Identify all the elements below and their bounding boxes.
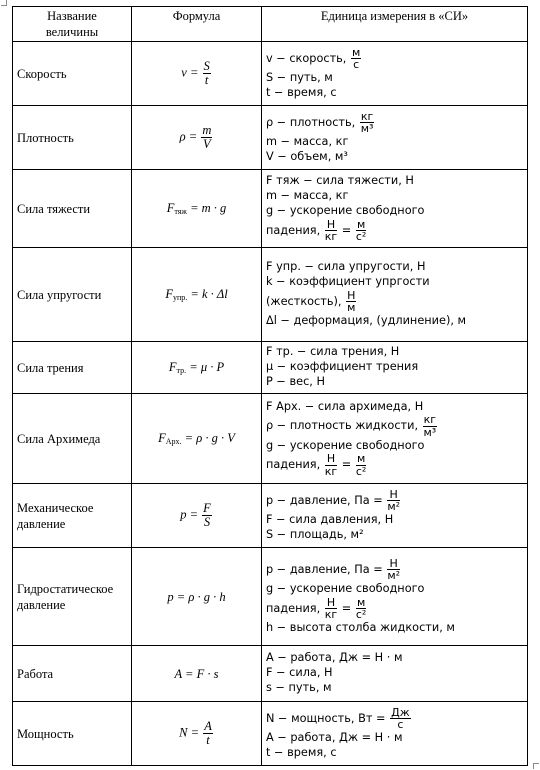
unit-line: g − ускорение свободного — [266, 581, 425, 595]
quantity-name-line: Гидростатическое — [17, 581, 114, 596]
fraction-numerator: м — [352, 45, 361, 59]
formula-rhs: ρ · g · V — [196, 430, 235, 445]
unit-line: t − время, с — [266, 745, 337, 759]
unit-line: F упр. − сила упругости, Н — [266, 260, 426, 274]
formula-lhs: F — [158, 430, 166, 445]
formula-rhs: k · Δl — [201, 286, 228, 301]
fraction-numerator: м — [356, 595, 366, 609]
crop-mark-top-left — [1, 0, 7, 6]
fraction — [203, 720, 213, 747]
header-row — [13, 7, 528, 42]
fraction-numerator: Дж — [391, 705, 410, 719]
unit-line: S − площадь, м² — [266, 527, 364, 541]
fraction-numerator: м — [356, 452, 366, 466]
table-row — [13, 394, 528, 484]
quantity-name — [13, 170, 132, 248]
unit-line: F − сила давления, Н — [266, 512, 394, 526]
unit-description — [262, 702, 528, 766]
header-name — [13, 7, 132, 42]
formula-lhs: p — [167, 589, 174, 604]
quantity-name-line: Работа — [17, 666, 54, 681]
formula-rhs: ρ · g · h — [188, 589, 226, 604]
fraction-numerator: Н — [387, 489, 400, 502]
fraction-denominator: с — [397, 718, 404, 732]
fraction — [390, 707, 411, 731]
unit-line: k − коэффициент упргости — [266, 275, 430, 288]
quantity-name — [13, 42, 132, 106]
fraction-denominator: с — [353, 58, 360, 72]
formula: ρ = $\frac{m}{V}$ — [132, 106, 262, 170]
quantity-name-line: давление — [17, 516, 66, 531]
fraction — [202, 502, 212, 529]
unit-line: μ − коэффициент трения — [266, 360, 419, 374]
unit-line: A − работа, Дж = Н · м — [266, 651, 403, 665]
fraction-denominator: м — [347, 301, 356, 315]
quantity-name-line: Плотность — [17, 130, 74, 145]
fraction-denominator: м² — [387, 500, 401, 514]
unit-line: (жесткость), $\frac{Н}{м}$ — [266, 288, 356, 315]
formula-rhs: μ · P — [200, 359, 225, 374]
formula: $F_{тяж} = m \cdot g$ — [132, 170, 262, 248]
unit-line: падения, $\frac{Н}{кг}$ = $\frac{м}{\text{с²}}$ — [266, 452, 367, 478]
unit-line: m − масса, кг — [266, 189, 349, 202]
quantity-name-line: Сила упругости — [17, 287, 102, 302]
unit-description — [262, 42, 528, 106]
table-row — [13, 248, 528, 342]
fraction-numerator: кг — [360, 109, 374, 123]
table-row — [13, 548, 528, 646]
fraction-numerator: кг — [423, 413, 437, 427]
unit-description — [262, 106, 528, 170]
unit-line: ρ − плотность, $\frac{кг}{\text{м³}}$ — [266, 109, 374, 136]
fraction-denominator: с² — [355, 464, 367, 478]
fraction — [356, 219, 366, 243]
fraction-denominator: кг — [324, 608, 338, 622]
crop-mark-bottom-right — [533, 763, 539, 769]
unit-line: t − время, с — [266, 85, 337, 99]
formula: N = $\frac{A}{t}$ — [132, 702, 262, 766]
formula-lhs-subscript: Арх. — [165, 436, 182, 446]
unit-line: P − вес, Н — [266, 374, 325, 388]
formula: A = F · s — [132, 646, 262, 702]
unit-line: Δl − деформация, (удлинение), м — [266, 314, 467, 327]
unit-line: N − мощность, Вт = $\frac{Дж}{с}$ — [266, 705, 410, 732]
unit-line: падения, $\frac{Н}{кг}$ = $\frac{м}{\text{с²}}$ — [266, 595, 367, 622]
formula: p = ρ · g · h — [132, 548, 262, 646]
fraction — [356, 597, 366, 621]
fraction-denominator: t — [204, 73, 209, 87]
table-row — [13, 484, 528, 548]
formula-lhs: v — [181, 65, 187, 80]
formula: $F_{упр.} = k \cdot \Delta l$ — [132, 248, 262, 342]
fraction — [387, 489, 400, 513]
formula-rhs: m · g — [201, 200, 227, 215]
unit-line: s − путь, м — [266, 680, 332, 694]
table-row — [13, 170, 528, 248]
unit-description — [262, 342, 528, 394]
quantity-name-line: Скорость — [17, 66, 67, 81]
quantity-name — [13, 548, 132, 646]
formula: v = $\frac{S}{t}$ — [132, 42, 262, 106]
quantity-name-line: Механическое — [17, 500, 94, 515]
fraction-numerator: S — [203, 58, 210, 73]
fraction-numerator: Н — [347, 288, 356, 302]
fraction-denominator: кг — [324, 464, 338, 478]
table-row — [13, 342, 528, 394]
fraction-denominator: кг — [324, 230, 338, 244]
formula-lhs: p — [180, 507, 187, 522]
fraction — [387, 558, 400, 582]
formula-rhs: F · s — [196, 666, 219, 681]
unit-line: падения, $\frac{Н}{кг}$ = $\frac{м}{\text{с²}}$ — [266, 217, 367, 244]
formula-lhs-subscript: тр. — [176, 365, 187, 375]
fraction-numerator: F — [203, 500, 211, 515]
quantity-name-line: Сила тяжести — [17, 201, 91, 216]
unit-line: ρ − плотность жидкости, $\frac{кг}{\text{м³}}$ — [266, 413, 437, 439]
unit-line: m − масса, кг — [266, 134, 349, 148]
formula: $F_{тр.} = \mu \cdot P$ — [132, 342, 262, 394]
formula-lhs: ρ — [179, 129, 186, 144]
fraction-denominator: с² — [355, 230, 367, 244]
formula-lhs: F — [166, 200, 175, 215]
fraction-numerator: м — [356, 217, 366, 231]
fraction — [423, 414, 437, 438]
unit-description — [262, 170, 528, 248]
fraction — [203, 60, 211, 87]
table-row — [13, 42, 528, 106]
quantity-name — [13, 342, 132, 394]
unit-description — [262, 248, 528, 342]
header-unit: Единица измерения в «СИ» — [262, 7, 528, 42]
unit-line: F тр. − сила трения, Н — [266, 345, 400, 359]
formula: $F_{Арх.} = \rho \cdot g \cdot V$ — [132, 394, 262, 484]
quantity-name-line: давление — [17, 597, 66, 612]
fraction — [201, 124, 212, 151]
fraction — [325, 597, 337, 621]
physics-formula-table — [12, 6, 528, 766]
unit-line: A − работа, Дж = Н · м — [266, 730, 403, 744]
quantity-name-line: Сила трения — [17, 360, 84, 375]
quantity-name — [13, 248, 132, 342]
quantity-name-line: Сила Архимеда — [17, 431, 101, 446]
formula: p = $\frac{F}{S}$ — [132, 484, 262, 548]
header-formula: Формула — [132, 7, 262, 42]
unit-line: p − давление, Па = $\frac{Н}{\text{м²}}$ — [266, 487, 401, 514]
quantity-name — [13, 646, 132, 702]
fraction — [351, 47, 361, 71]
fraction — [346, 290, 356, 314]
unit-line: F − сила, Н — [266, 666, 333, 680]
table-row — [13, 702, 528, 766]
fraction-denominator: м³ — [423, 425, 437, 439]
header-name-line2: величины — [45, 25, 99, 39]
unit-description — [262, 646, 528, 702]
unit-line: F тяж − сила тяжести, Н — [266, 174, 414, 188]
fraction-numerator: A — [204, 718, 212, 733]
fraction-denominator: V — [203, 137, 211, 151]
table-row — [13, 106, 528, 170]
fraction — [360, 111, 374, 135]
unit-line: g − ускорение свободного — [266, 438, 425, 452]
fraction-denominator: t — [206, 733, 210, 747]
quantity-name — [13, 484, 132, 548]
fraction-numerator: Н — [325, 219, 337, 232]
header-name-line1: Название — [47, 9, 97, 23]
unit-line: g − ускорение свободного — [266, 203, 425, 217]
fraction-numerator: Н — [387, 558, 400, 571]
unit-description — [262, 394, 528, 484]
fraction-numerator: m — [202, 122, 212, 137]
quantity-name-line: Мощность — [17, 726, 74, 741]
fraction-numerator: Н — [325, 597, 337, 610]
unit-line: S − путь, м — [266, 70, 333, 84]
quantity-name — [13, 106, 132, 170]
quantity-name — [13, 394, 132, 484]
fraction-denominator: м³ — [360, 122, 374, 136]
table-row — [13, 646, 528, 702]
fraction-denominator: с² — [355, 608, 367, 622]
unit-description — [262, 548, 528, 646]
unit-description — [262, 484, 528, 548]
fraction-denominator: м² — [387, 569, 401, 583]
unit-line: v − скорость, $\frac{м}{с}$ — [266, 45, 361, 72]
unit-line: F Арх. − сила архимеда, Н — [266, 399, 424, 413]
formula-lhs: F — [165, 286, 173, 301]
formula-lhs: N — [179, 725, 188, 740]
fraction — [356, 453, 366, 477]
formula-lhs-subscript: упр. — [172, 292, 188, 302]
fraction — [325, 453, 337, 477]
fraction-denominator: S — [203, 515, 211, 529]
formula-lhs: F — [168, 359, 177, 374]
unit-line: V − объем, м³ — [266, 149, 348, 163]
formula-lhs: A — [174, 666, 182, 681]
fraction-numerator: Н — [325, 453, 337, 466]
formula-lhs-subscript: тяж — [174, 206, 187, 216]
unit-line: p − давление, Па = $\frac{Н}{\text{м²}}$ — [266, 556, 401, 583]
unit-line: h − высота столба жидкости, м — [266, 620, 455, 634]
fraction — [325, 219, 337, 243]
quantity-name — [13, 702, 132, 766]
